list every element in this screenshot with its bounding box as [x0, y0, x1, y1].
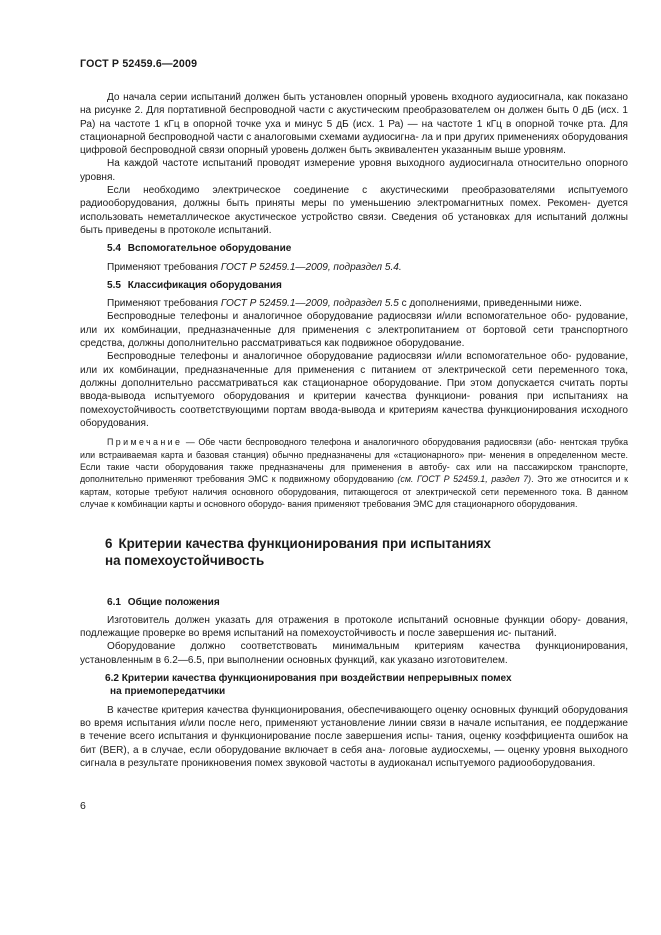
paragraph: Изготовитель должен указать для отражения в протоколе испытаний основные функции обору- дования, подлежащие проверке во время испытаний на помехоустойчивость и после завершения ис- пытаний.	[80, 614, 628, 640]
section-5-4-heading	[80, 242, 628, 255]
section-title: Общие положения	[127, 596, 220, 608]
section-title-cont: на помехоустойчивость	[105, 552, 265, 568]
section-title: Вспомогательное оборудование	[127, 243, 292, 255]
paragraph: На каждой частоте испытаний проводят измерение уровня выходного аудиосигнала относительно опорного уровня.	[80, 158, 628, 183]
section-number: 5.5	[107, 279, 121, 291]
page-number: 6	[80, 800, 86, 812]
paragraph: Если необходимо электрическое соединение с акустическими преобразователями испытуемого радиооборудования, должны быть приняты меры по уменьшению электромагнитных помех. Рекомен- дуется использовать неметаллическое акустическое устройство связи. Сведения об установках для испытаний должны быть приведены в протоколе испытаний.	[80, 185, 628, 236]
text: Применяют требования	[107, 298, 221, 310]
standard-reference: ГОСТ Р 52459.1—2009, подраздел 5.4.	[220, 261, 402, 273]
standard-reference: (см. ГОСТ Р 52459.1, раздел 7)	[397, 474, 532, 485]
note-text: . Это же относится и к картам, которые требуют наличия основного оборудования, питающегося от электрической сети переменного тока. В данном случае к комбинации карты и основного оборудо- вания применяют требования ЭМС для стационарного оборудования.	[80, 474, 628, 510]
note	[80, 436, 628, 510]
section-title: Классификация оборудования	[127, 279, 282, 291]
section-5-5-text	[80, 297, 628, 310]
document-body	[80, 91, 628, 770]
section-5-5-heading	[80, 279, 628, 292]
note-label: Примечание	[107, 437, 183, 448]
paragraph: До начала серии испытаний должен быть установлен опорный уровень входного аудиосигнала, как показано на рисунке 2. Для портативной беспроводной части с акустическим преобразователем он должен быть 0 дБ (исх. 1 Ра) на частоте 1 кГц в опорной точке уха и минус 5 дБ (исх. 1 Ра) — на частоте 1 кГц в опорной точке рта. Для стационарной беспроводной части с аналоговыми схемами аудиосигна- ла и при других применениях оборудования цифровой беспроводной связи опорный уровень должен быть эквивалентен указанным выше уровням.	[80, 92, 628, 157]
paragraph: Оборудование должно соответствовать минимальным критериям качества функционирования, установленным в 6.2—6.5, при выполнении основных функций, как указано изготовителем.	[80, 641, 628, 666]
paragraph: Беспроводные телефоны и аналогичное оборудование радиосвязи и/или вспомогательное обо- рудование, или их комбинации, предназначенные для применения с электропитанием от бортовой сети транспортного средства, должны дополнительно рассматриваться как подвижное оборудование.	[80, 311, 628, 350]
section-number: 5.4	[107, 243, 121, 255]
standard-reference: ГОСТ Р 52459.1—2009, подраздел 5.5	[220, 298, 399, 310]
section-number: 6	[105, 535, 113, 551]
section-6-1-heading	[80, 596, 628, 609]
section-title-cont: на приемопередатчики	[110, 686, 226, 698]
text: Применяют требования	[107, 261, 221, 273]
paragraph: Беспроводные телефоны и аналогичное оборудование радиосвязи и/или вспомогательное обо- рудование, или их комбинации, предназначенные для применения с питанием от электрической сети переменного тока, должны дополнительно рассматриваться как стационарное оборудование. При этом допускается считать порты ввода-вывода испытуемого оборудования и критерии качества функциони- рования при испытаниях на помехоустойчивость соответствующими портам ввода-вывода и критериям качества функционирования исходного оборудования.	[80, 351, 628, 429]
section-title: Критерии качества функционирования при испытаниях	[118, 535, 491, 551]
section-title: Критерии качества функционирования при воздействии непрерывных помех	[121, 673, 512, 685]
section-number: 6.2	[105, 673, 119, 685]
section-6-2-heading	[80, 672, 628, 699]
section-5-4-text	[80, 261, 628, 274]
section-number: 6.1	[107, 596, 121, 608]
text: с дополнениями, приведенными ниже.	[398, 298, 582, 310]
section-6-heading	[80, 535, 628, 569]
note-text: — Обе части беспроводного телефона и аналогичного оборудования радиосвязи (або- нентская трубка или встраиваемая карта и базовая станция) обычно предназначены для «стационарного» при- менения в определенном месте. Если такие части оборудования также предназначены для применения в автобу- сах или на пассажирском транспорте, дополнительно применяют требования ЭМС к подвижному оборудованию	[80, 437, 628, 485]
document-header: ГОСТ Р 52459.6—2009	[80, 58, 198, 70]
paragraph: В качестве критерия качества функционирования, обеспечивающего оценку основных функций оборудования во время испытания и/или после него, применяют установление линии связи в начале испытания, ее поддержание в течение всего испытания и функционирование после завершения испы- тания, оценку коэффициента ошибок на бит (BER), а в случае, если оборудование включает в себя ана- логовые аудиосхемы, — оценку уровня выходного сигнала в результате проникновения помех звуковой частоты в аудиоканал испытуемого радиооборудования.	[80, 704, 628, 769]
